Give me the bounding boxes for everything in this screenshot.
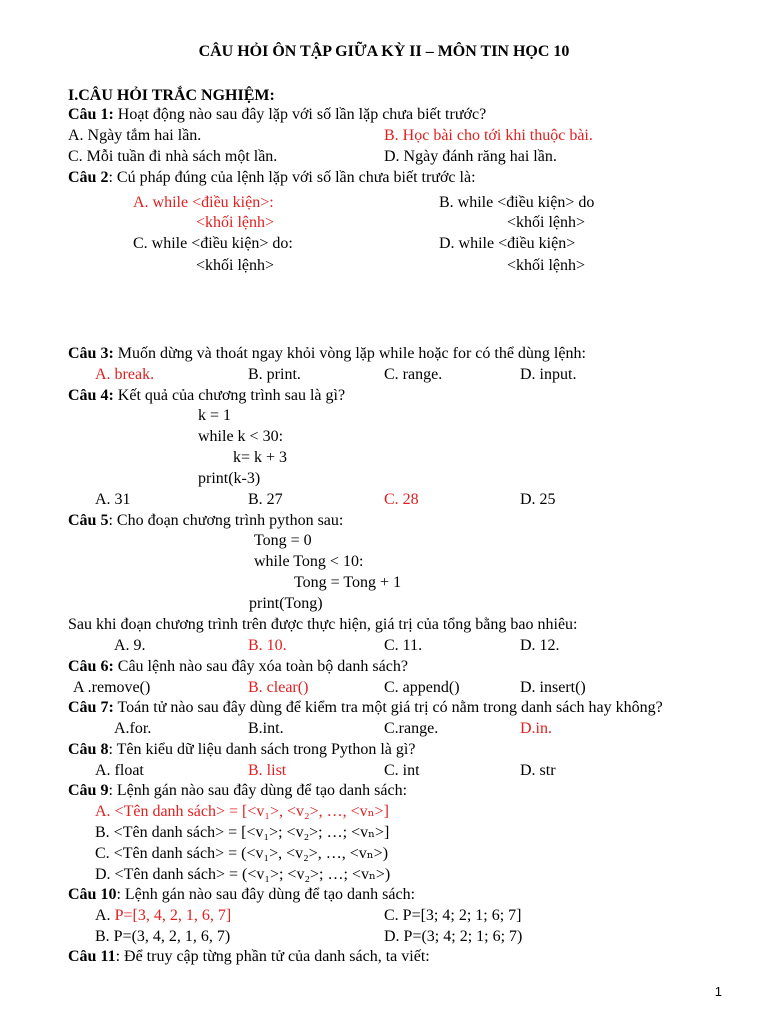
option-label: A.	[95, 907, 115, 924]
q5-text-continued: Sau khi đoạn chương trình trên được thực hiện, giá trị của tổng bằng bao nhiêu:	[68, 616, 578, 633]
question-text: : Lệnh gán nào sau đây dùng để tạo danh sách:	[116, 886, 416, 903]
q1-option-c: C. Mỗi tuần đi nhà sách một lần.	[68, 148, 278, 165]
q3-option-c: C. range.	[384, 366, 443, 383]
q9-option-a-correct: A. <Tên danh sách> = [<v₁>, <v₂>, …, <vₙ>]	[95, 803, 389, 820]
page-number: 1	[714, 984, 722, 999]
q4-option-c-correct: C. 28	[384, 491, 419, 508]
q10-option-d: D. P=(3; 4; 2; 1; 6; 7)	[384, 928, 523, 945]
question-number: Câu 3:	[68, 345, 114, 362]
q5-code-line-1: Tong = 0	[254, 532, 312, 549]
q2-option-a-line2-correct: <khối lệnh>	[196, 214, 275, 231]
q7-option-d-correct: D.in.	[520, 720, 552, 737]
question-text: : Để truy cập từng phần tử của danh sách, ta viết:	[115, 948, 430, 965]
question-text: Hoạt động nào sau đây lặp với số lần lặp chưa biết trước?	[113, 106, 487, 123]
question-number: Câu 10	[68, 886, 117, 903]
question-10	[68, 885, 415, 905]
q4-code-line-1: k = 1	[198, 407, 232, 424]
q5-option-b-correct: B. 10.	[248, 637, 287, 654]
question-number: Câu 9	[68, 782, 109, 799]
q5-option-d: D. 12.	[520, 637, 560, 654]
q5-option-a: A. 9.	[114, 637, 146, 654]
q4-code-line-2: while k < 30:	[198, 428, 284, 445]
q2-option-a-line1-correct: A. while <điều kiện>:	[133, 194, 274, 211]
q4-option-d: D. 25	[520, 491, 556, 508]
q8-option-d: D. str	[520, 762, 556, 779]
q3-option-d: D. input.	[520, 366, 577, 383]
q4-option-b: B. 27	[248, 491, 283, 508]
q6-option-d: D. insert()	[520, 679, 586, 696]
question-text: Muốn dừng và thoát ngay khỏi vòng lặp while hoặc for có thể dùng lệnh:	[113, 345, 586, 362]
q8-option-b-correct: B. list	[248, 762, 287, 779]
q10-option-c: C. P=[3; 4; 2; 1; 6; 7]	[384, 907, 522, 924]
q6-option-c: C. append()	[384, 679, 460, 696]
question-2	[68, 168, 476, 188]
question-text: Toán tử nào sau đây dùng để kiểm tra một giá trị có nằm trong danh sách hay không?	[113, 699, 663, 716]
q10-option-a	[95, 906, 231, 926]
q10-option-a-correct-value: P=[3, 4, 2, 1, 6, 7]	[114, 907, 232, 924]
question-8	[68, 740, 415, 760]
question-number: Câu 11	[68, 948, 116, 965]
question-text: : Cú pháp đúng của lệnh lặp với số lần chưa biết trước là:	[108, 169, 476, 186]
q3-option-b: B. print.	[248, 366, 301, 383]
q9-option-d: D. <Tên danh sách> = (<v₁>; <v₂>; …; <vₙ>)	[95, 866, 391, 883]
q2-option-c-line2: <khối lệnh>	[196, 257, 275, 274]
question-number: Câu 4:	[68, 387, 114, 404]
q7-option-b: B.int.	[248, 720, 284, 737]
q4-code-line-3: k= k + 3	[233, 449, 288, 466]
q9-option-b: B. <Tên danh sách> = [<v₁>; <v₂>; …; <vₙ>]	[95, 824, 390, 841]
q5-code-line-4: print(Tong)	[249, 595, 323, 612]
q4-option-a: A. 31	[95, 491, 131, 508]
q1-option-a: A. Ngày tắm hai lần.	[68, 127, 202, 144]
q5-option-c: C. 11.	[384, 637, 423, 654]
question-text: Kết quả của chương trình sau là gì?	[113, 387, 346, 404]
q6-option-a: A .remove()	[73, 679, 151, 696]
question-number: Câu 6:	[68, 658, 114, 675]
q7-option-a: A.for.	[114, 720, 152, 737]
q2-option-b-line2: <khối lệnh>	[507, 214, 586, 231]
question-11	[68, 947, 430, 967]
q1-option-b-correct: B. Học bài cho tới khi thuộc bài.	[384, 127, 593, 144]
q2-option-c-line1: C. while <điều kiện> do:	[133, 235, 293, 252]
q10-option-b: B. P=(3, 4, 2, 1, 6, 7)	[95, 928, 231, 945]
q2-option-d-line2: <khối lệnh>	[507, 257, 586, 274]
question-5	[68, 511, 343, 531]
question-4	[68, 386, 345, 406]
section-heading: I.CÂU HỎI TRẮC NGHIỆM:	[68, 87, 275, 104]
question-number: Câu 2	[68, 169, 109, 186]
q6-option-b-correct: B. clear()	[248, 679, 309, 696]
q8-option-a: A. float	[95, 762, 144, 779]
question-number: Câu 5	[68, 512, 109, 529]
q8-option-c: C. int	[384, 762, 420, 779]
q2-option-b-line1: B. while <điều kiện> do	[439, 194, 595, 211]
question-9	[68, 781, 407, 801]
q5-code-line-2: while Tong < 10:	[254, 553, 364, 570]
question-text: : Tên kiểu dữ liệu danh sách trong Python là gì?	[108, 741, 416, 758]
question-text: : Cho đoạn chương trình python sau:	[108, 512, 344, 529]
question-number: Câu 8	[68, 741, 109, 758]
q4-code-line-4: print(k-3)	[198, 470, 261, 487]
q7-option-c: C.range.	[384, 720, 439, 737]
q1-option-d: D. Ngày đánh răng hai lần.	[384, 148, 557, 165]
question-6	[68, 657, 408, 677]
question-text: Câu lệnh nào sau đây xóa toàn bộ danh sách?	[113, 658, 408, 675]
q3-option-a-correct: A. break.	[95, 366, 155, 383]
question-number: Câu 7:	[68, 699, 114, 716]
question-3	[68, 344, 586, 364]
q2-option-d-line1: D. while <điều kiện>	[439, 235, 576, 252]
question-7	[68, 698, 663, 718]
question-text: : Lệnh gán nào sau đây dùng để tạo danh sách:	[108, 782, 408, 799]
page-title: CÂU HỎI ÔN TẬP GIỮA KỲ II – MÔN TIN HỌC 10	[198, 43, 570, 60]
q9-option-c: C. <Tên danh sách> = (<v₁>, <v₂>, …, <vₙ>)	[95, 845, 389, 862]
q5-code-line-3: Tong = Tong + 1	[294, 574, 402, 591]
question-number: Câu 1:	[68, 106, 114, 123]
question-1	[68, 105, 486, 125]
